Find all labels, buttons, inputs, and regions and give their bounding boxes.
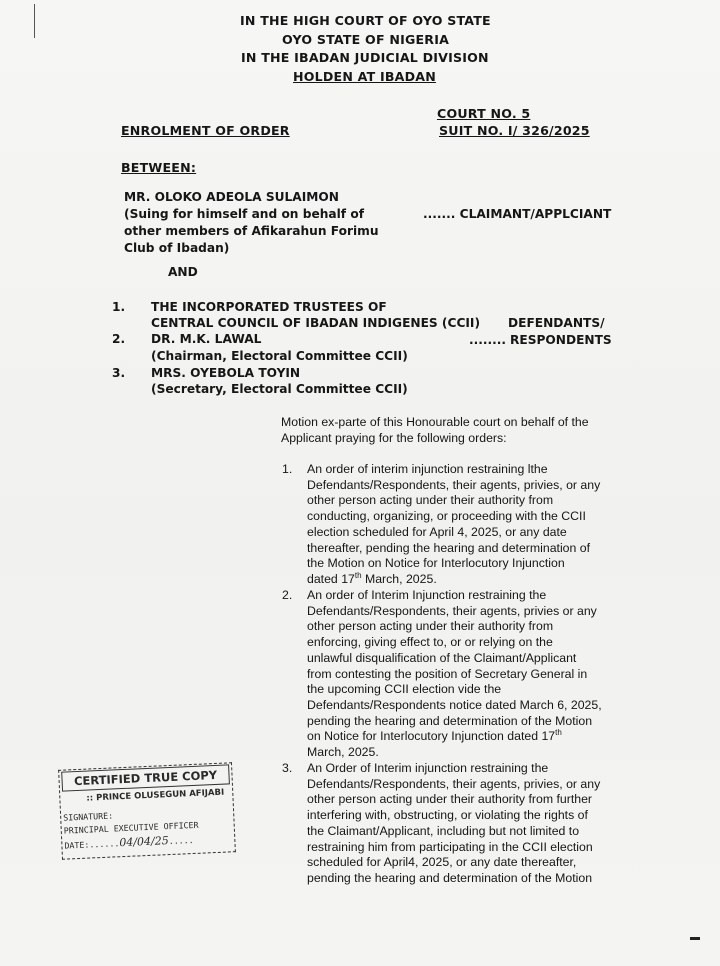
order-1-line: the Motion on Notice for Interlocutory Injunction	[307, 556, 565, 571]
order-1-date-tail: March, 2025.	[361, 571, 437, 586]
stamp-date-label: DATE:......	[64, 838, 120, 851]
defendant-1-line1: THE INCORPORATED TRUSTEES OF	[151, 300, 387, 314]
stamp-date-line	[64, 833, 194, 852]
court-heading-line1: IN THE HIGH COURT OF OYO STATE	[240, 13, 491, 28]
between-label: BETWEEN:	[121, 160, 197, 175]
and-label: AND	[168, 265, 198, 279]
order-number-3: 3.	[282, 761, 293, 775]
defendants-role-dots: ........	[469, 333, 507, 347]
motion-intro-line1: Motion ex-parte of this Honourable court on behalf of the	[281, 415, 589, 429]
order-3-line: restraining him from participating in the CCII election	[307, 839, 593, 854]
order-2-line: Defendants/Respondents notice dated March 6, 2025,	[307, 697, 602, 712]
stamp-date-tail: .....	[168, 834, 194, 847]
order-1-line: election scheduled for April 4, 2025, or any date	[307, 524, 567, 539]
order-1-line: An order of interim injunction restraining lthe	[307, 462, 548, 476]
order-2-date-text: on Notice for Interlocutory Injunction dated 17	[307, 729, 556, 744]
defendant-number-3: 3.	[112, 366, 126, 380]
defendant-number-2: 2.	[112, 332, 126, 346]
order-3-line: scheduled for April4, 2025, or any date thereafter,	[307, 855, 577, 870]
defendant-3-name: MRS. OYEBOLA TOYIN	[151, 366, 301, 380]
order-2-line: the upcoming CCII election vide the	[307, 682, 502, 697]
order-number-2: 2.	[282, 588, 293, 602]
order-2-line: March, 2025.	[307, 745, 379, 760]
court-heading-line2: OYO STATE OF NIGERIA	[282, 32, 450, 47]
order-2-line	[307, 729, 612, 745]
stamp-office-label: PRINCIPAL EXECUTIVE OFFICER	[63, 819, 199, 836]
order-2-line: Defendants/Respondents, their agents, privies or any	[307, 603, 597, 618]
defendants-role-line2: RESPONDENTS	[510, 333, 612, 347]
order-3-line: pending the hearing and determination of the Motion	[307, 870, 593, 885]
order-item-2	[282, 588, 612, 761]
certified-copy-stamp	[58, 762, 236, 860]
stamp-signature-label: SIGNATURE:	[62, 810, 114, 823]
defendant-number-1: 1.	[112, 300, 126, 314]
order-1-line: thereafter, pending the hearing and determination of	[307, 540, 591, 555]
order-1-date-sup: th	[354, 570, 362, 580]
defendant-2-name: DR. M.K. LAWAL	[151, 332, 262, 346]
order-1-line: conducting, organizing, or proceeding with the CCII	[307, 509, 586, 524]
court-number: COURT NO. 5	[437, 106, 531, 121]
motion-intro-line2: Applicant praying for the following orders:	[281, 431, 507, 445]
order-3-line: Defendants/Respondents, their agents, privies, or any	[307, 776, 601, 791]
stamp-officer-name: :: PRINCE OLUSEGUN AFIJABI	[86, 787, 225, 804]
scan-edge-mark	[34, 4, 35, 38]
stamp-title: CERTIFIED TRUE COPY	[61, 764, 230, 791]
claimant-name: MR. OLOKO ADEOLA SULAIMON	[124, 190, 339, 204]
order-number-1: 1.	[282, 462, 293, 476]
defendants-role-line1: DEFENDANTS/	[508, 316, 605, 330]
order-2-line: from contesting the position of Secretary General in	[307, 666, 588, 681]
order-3-line: the Claimant/Applicant, including but not limited to	[307, 823, 580, 838]
claimant-desc-line3: Club of Ibadan)	[124, 241, 230, 255]
court-heading-line3: IN THE IBADAN JUDICIAL DIVISION	[241, 50, 489, 65]
suit-number: SUIT NO. I/ 326/2025	[439, 123, 590, 138]
order-2-line: other person acting under their authority from	[307, 619, 554, 634]
defendant-3-title: (Secretary, Electoral Committee CCII)	[151, 382, 408, 396]
defendant-1-line2: CENTRAL COUNCIL OF IBADAN INDIGENES (CCII)	[151, 316, 481, 330]
claimant-role: ....... CLAIMANT/APPLCIANT	[423, 207, 612, 221]
court-heading-line4: HOLDEN AT IBADAN	[293, 69, 436, 84]
order-item-1	[282, 462, 612, 588]
order-item-3	[282, 761, 612, 887]
stamp-date-handwritten: 04/04/25	[119, 834, 169, 850]
order-1-line: other person acting under their authority from	[307, 493, 554, 508]
scan-corner-mark	[690, 937, 700, 940]
order-2-date-sup: th	[555, 728, 562, 738]
order-2-line: An order of Interim Injunction restraining the	[307, 588, 547, 602]
order-3-line: An Order of Interim injunction restraining the	[307, 761, 549, 775]
claimant-desc-line2: other members of Afikarahun Forimu	[124, 224, 379, 238]
order-3-line: interfering with, obstructing, or violating the rights of	[307, 808, 588, 823]
order-2-line: pending the hearing and determination of the Motion	[307, 713, 593, 728]
order-1-date-text: dated 17	[307, 571, 355, 586]
order-2-line: enforcing, giving effect to, or or relying on the	[307, 635, 553, 650]
order-1-line	[307, 572, 612, 588]
claimant-desc-line1: (Suing for himself and on behalf of	[124, 207, 365, 221]
order-3-line: other person acting under their authority from further	[307, 792, 593, 807]
defendant-2-title: (Chairman, Electoral Committee CCII)	[151, 349, 408, 363]
document-title: ENROLMENT OF ORDER	[121, 123, 290, 138]
order-2-line: unlawful disqualification of the Claimant/Applicant	[307, 650, 577, 665]
order-1-line: Defendants/Respondents, their agents, privies, or any	[307, 477, 601, 492]
